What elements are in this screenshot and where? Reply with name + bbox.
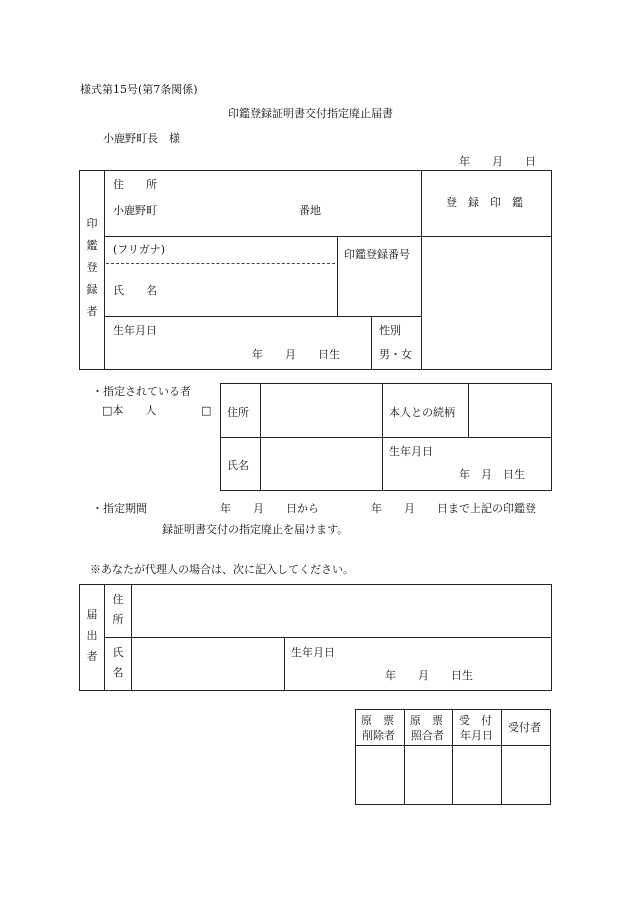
office-col2-line1: 原 票 <box>410 714 443 727</box>
document-title: 印鑑登録証明書交付指定廃止届書 <box>228 107 393 120</box>
period-from: 年 月 日から <box>220 502 319 515</box>
registrant-name-label: 氏 名 <box>113 284 157 297</box>
gender-label: 性別 <box>379 324 401 337</box>
period-line2: 録証明書交付の指定廃止を届けます。 <box>162 523 349 536</box>
designated-birth-format: 年 月 日生 <box>459 468 525 481</box>
registrant-address-label: 住 所 <box>113 178 157 191</box>
other-checkbox[interactable]: □ <box>201 404 212 417</box>
seal-label: 登 録 印 鑑 <box>446 196 523 209</box>
office-col1-line2: 削除者 <box>362 729 395 742</box>
notifier-side-label: 届 出 者 <box>86 608 98 663</box>
registrant-side-label: 印 鑑 登 録 者 <box>86 217 98 318</box>
relation-label: 本人との続柄 <box>389 406 455 419</box>
office-col3-line2: 年月日 <box>460 729 493 742</box>
addressee: 小鹿野町長 様 <box>103 132 180 145</box>
designated-heading: ・指定されている者 <box>92 385 191 398</box>
period-to: 年 月 日まで上記の印鑑登 <box>371 502 536 515</box>
self-checkbox[interactable]: □本 人 <box>102 404 157 417</box>
office-col3-line1: 受 付 <box>459 714 492 727</box>
designated-birth-label: 生年月日 <box>389 445 433 458</box>
date-line: 年 月 日 <box>459 155 536 168</box>
agent-note: ※あなたが代理人の場合は、次に記入してください。 <box>90 563 354 576</box>
registrant-birth-label: 生年月日 <box>113 324 157 337</box>
registrant-banchi: 番地 <box>299 204 321 217</box>
seal-number-label: 印鑑登録番号 <box>344 248 410 261</box>
registrant-town: 小鹿野町 <box>113 204 157 217</box>
office-col1-line1: 原 票 <box>361 714 394 727</box>
designated-name-label: 氏名 <box>227 459 249 472</box>
period-heading: ・指定期間 <box>92 502 147 515</box>
registrant-birth-format: 年 月 日生 <box>252 348 340 361</box>
furigana-label: (フリガナ) <box>113 243 166 256</box>
form-label: 様式第15号(第7条関係) <box>80 83 198 96</box>
notifier-birth-format: 年 月 日生 <box>385 669 473 682</box>
gender-options[interactable]: 男・女 <box>379 348 412 361</box>
designated-address-label: 住所 <box>227 406 249 419</box>
notifier-name-label: 氏 名 <box>112 646 124 679</box>
notifier-address-label: 住 所 <box>112 593 124 626</box>
notifier-birth-label: 生年月日 <box>291 646 335 659</box>
office-col4: 受付者 <box>508 721 541 734</box>
office-col2-line2: 照合者 <box>411 729 444 742</box>
